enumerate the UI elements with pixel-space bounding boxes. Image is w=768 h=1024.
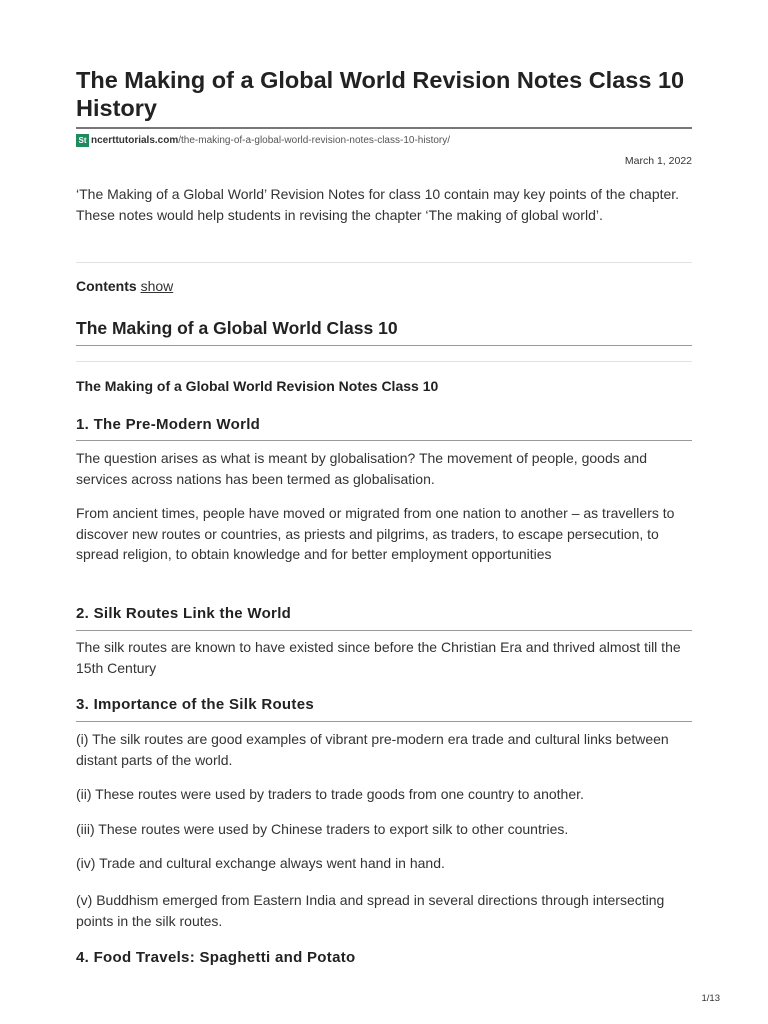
section-divider: [76, 361, 692, 362]
section-heading: 4. Food Travels: Spaghetti and Potato: [76, 949, 356, 966]
subheading: The Making of a Global World Revision Notes Class 10: [76, 378, 439, 394]
source-domain: ncerttutorials.com: [91, 134, 179, 146]
paragraph: The silk routes are known to have existed since before the Christian Era and thrived almost till the 15th Century: [76, 639, 681, 676]
paragraph: The question arises as what is meant by globalisation? The movement of people, goods and services across nations has been termed as globalisation.: [76, 450, 647, 487]
section-heading-divider: [76, 440, 692, 441]
section-heading: 1. The Pre-Modern World: [76, 416, 261, 433]
publish-date: March 1, 2022: [624, 155, 692, 167]
list-item: (iv) Trade and cultural exchange always went hand in hand.: [76, 855, 445, 871]
source-link[interactable]: [76, 132, 450, 148]
contents-show-link[interactable]: show: [140, 278, 174, 294]
intro-divider: [76, 262, 692, 263]
contents-toggle: [76, 278, 173, 294]
list-item: (i) The silk routes are good examples of vibrant pre-modern era trade and cultural links between distant parts of the world.: [76, 731, 669, 768]
contents-label: Contents: [76, 278, 137, 294]
main-heading-divider: [76, 345, 692, 346]
page-number: 1/13: [701, 993, 720, 1004]
page-title: The Making of a Global World Revision Notes Class 10 History: [76, 67, 685, 121]
section-heading-divider: [76, 721, 692, 722]
section-heading: 2. Silk Routes Link the World: [76, 605, 292, 622]
title-divider: [76, 127, 692, 129]
paragraph: From ancient times, people have moved or migrated from one nation to another – as travellers to discover new routes or countries, as priests and pilgrims, as traders, to escape persecution, to spread religion, to obtain knowledge and for better employment opportunities: [76, 505, 675, 562]
site-logo-icon: St: [76, 134, 89, 147]
list-item: (ii) These routes were used by traders to trade goods from one country to another.: [76, 786, 584, 802]
section-heading-divider: [76, 630, 692, 631]
list-item: (iii) These routes were used by Chinese traders to export silk to other countries.: [76, 821, 569, 837]
list-item: (v) Buddhism emerged from Eastern India and spread in several directions through intersecting points in the silk routes.: [76, 892, 665, 929]
section-heading: 3. Importance of the Silk Routes: [76, 696, 314, 713]
main-heading: The Making of a Global World Class 10: [76, 318, 398, 338]
intro-paragraph: ‘The Making of a Global World’ Revision Notes for class 10 contain may key points of the chapter. These notes would help students in revising the chapter ‘The making of global world’.: [76, 186, 680, 223]
source-path: /the-making-of-a-global-world-revision-notes-class-10-history/: [178, 134, 451, 146]
